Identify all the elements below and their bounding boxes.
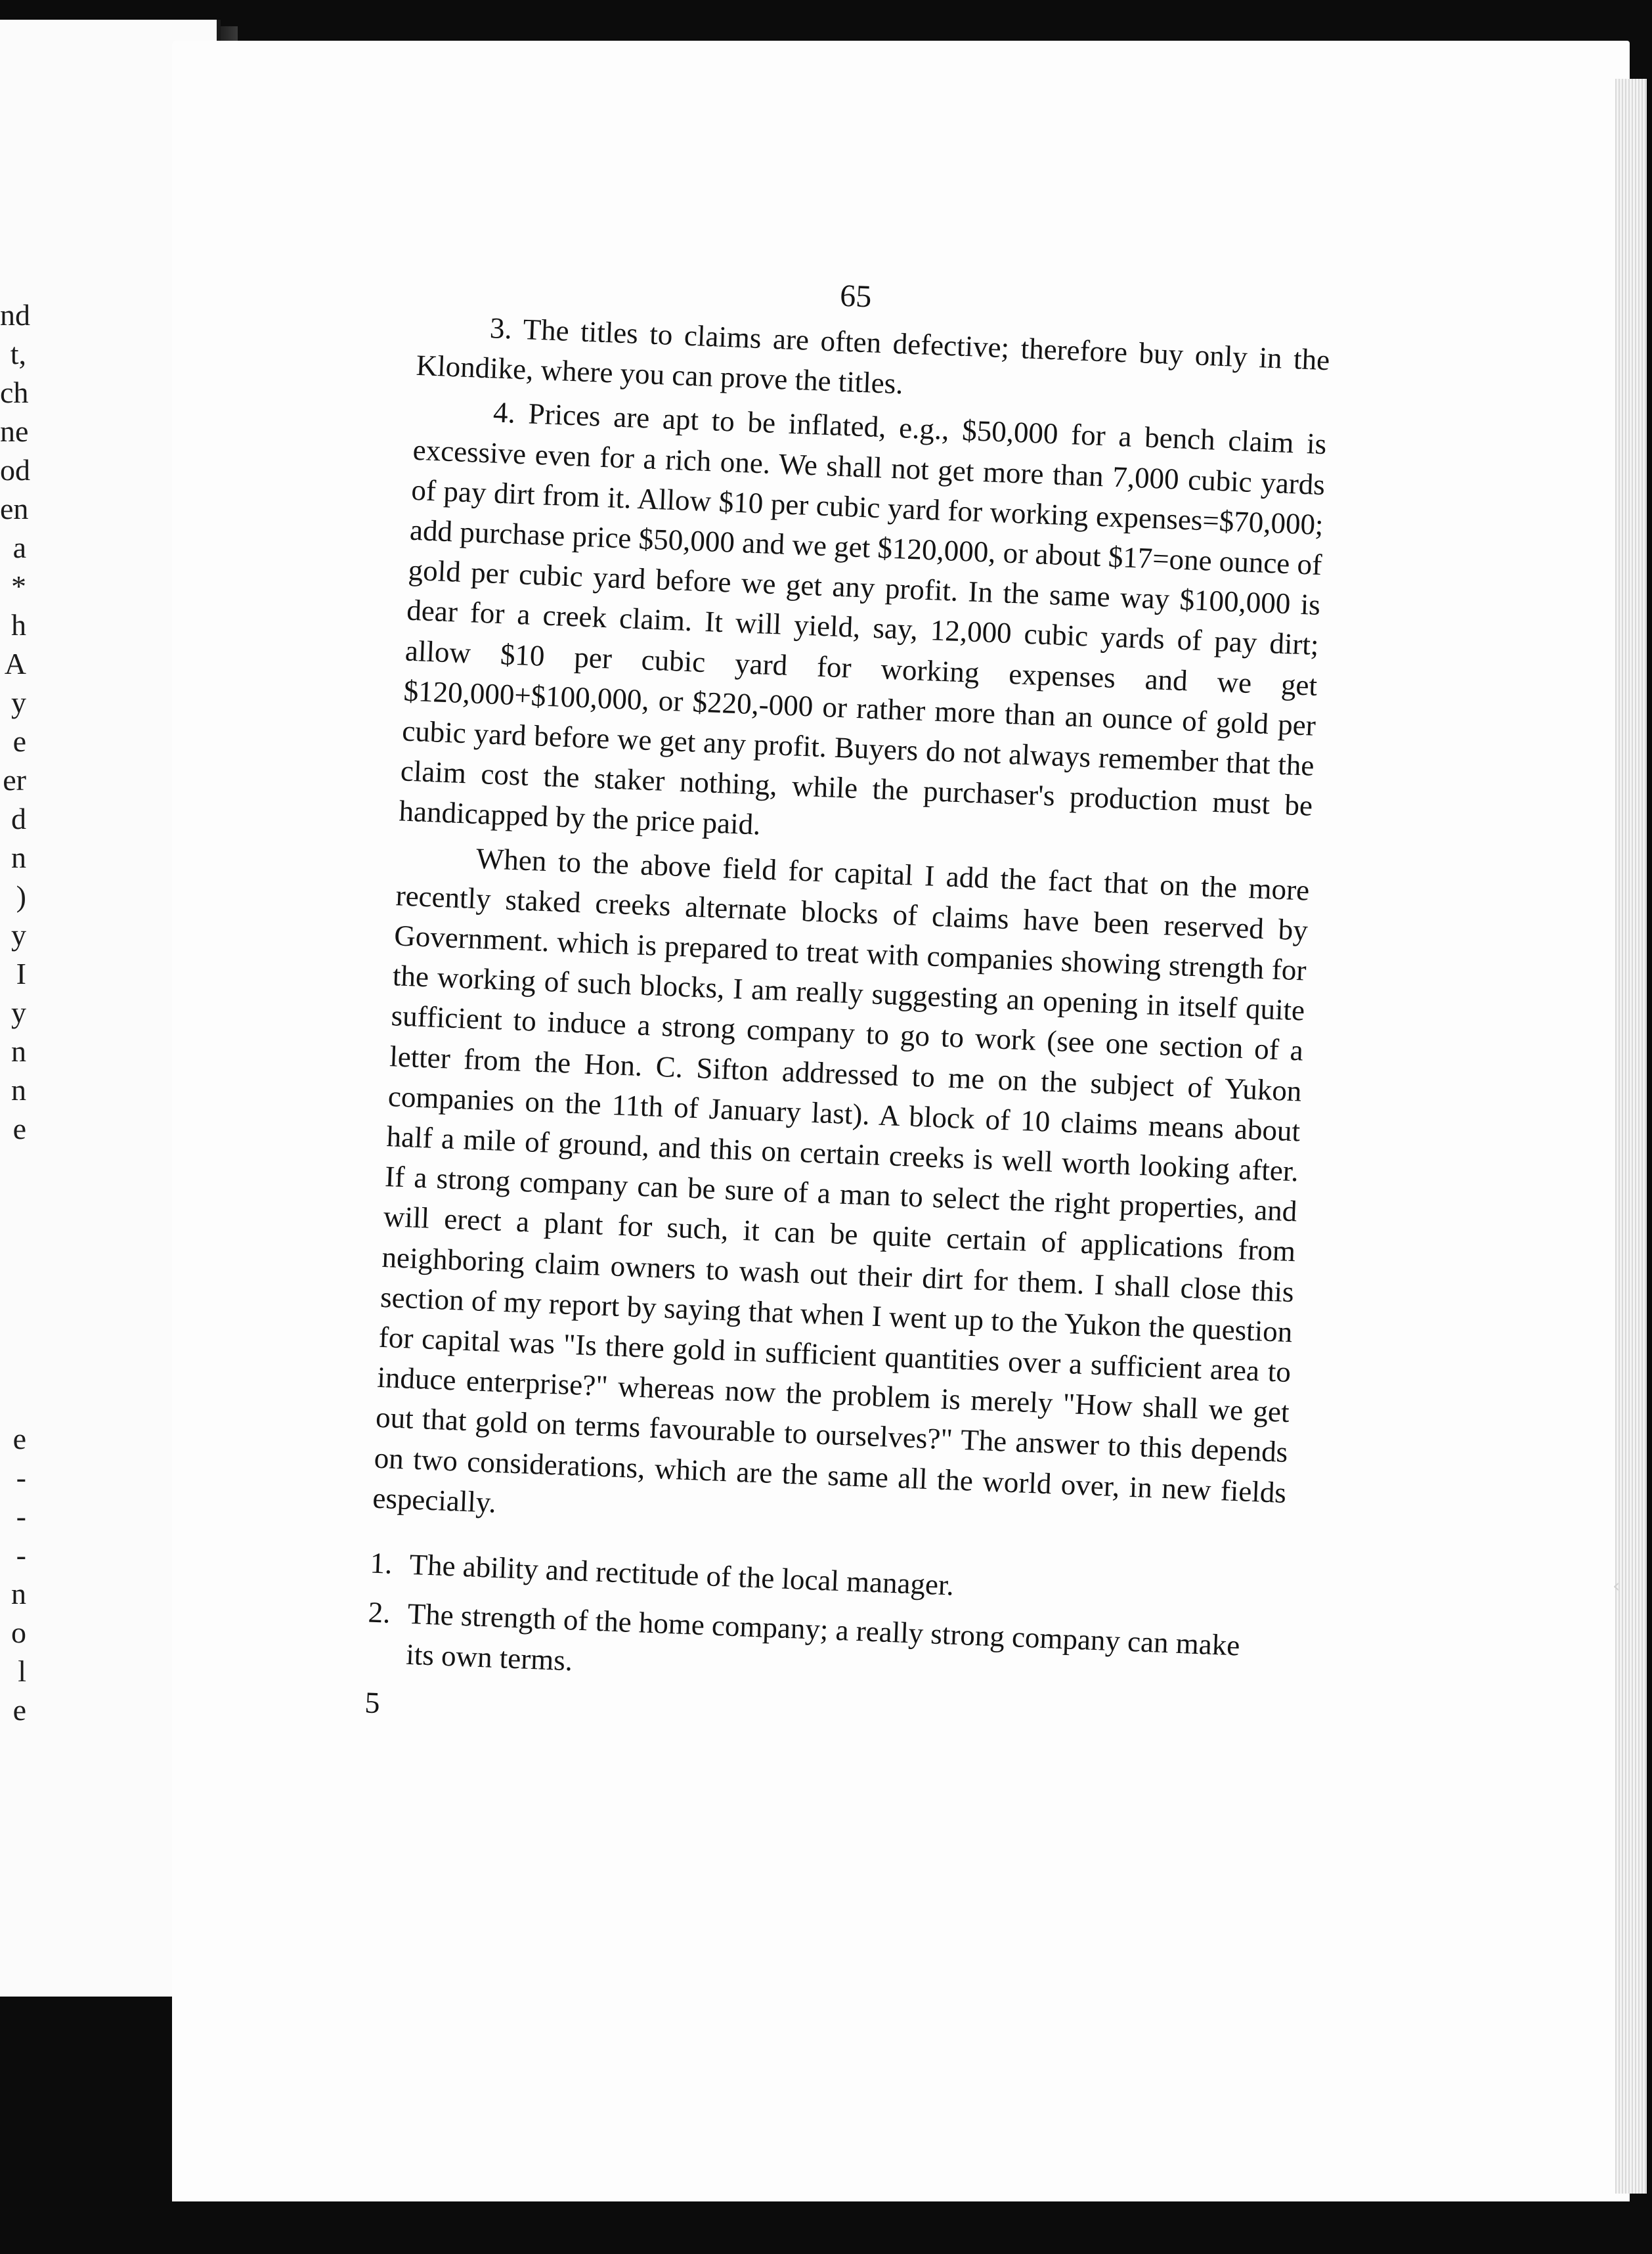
previous-page-fragment (0, 1729, 26, 1768)
previous-page-fragment (0, 1962, 26, 2000)
previous-page-fragment: n (11, 1034, 26, 1068)
previous-page-text-fragments (0, 296, 39, 2039)
previous-page-fragment (0, 1768, 26, 1807)
previous-page-fragment: t, (10, 337, 26, 370)
previous-page-fragment: e (12, 1693, 26, 1727)
previous-page-fragment: a (12, 531, 26, 564)
previous-page-fragment: er (3, 763, 26, 797)
signature-mark: 5 (364, 1685, 381, 1719)
previous-page-fragment: h (11, 608, 26, 642)
previous-page-fragment: * (11, 569, 26, 603)
previous-page-fragment: nd (0, 298, 30, 332)
previous-page-fragment: y (11, 996, 26, 1029)
previous-page-fragment: ) (16, 879, 26, 913)
previous-page-fragment: y (11, 918, 26, 952)
previous-page-fragment: ch (0, 376, 29, 409)
previous-page-fragment (0, 1845, 26, 1884)
previous-page-fragment: y (11, 686, 26, 719)
scan-artifact: ‹ (1613, 1575, 1620, 1597)
previous-page-fragment: od (0, 453, 30, 487)
considerations-list (366, 1543, 1283, 1708)
list-item-number: 1. (369, 1546, 393, 1580)
previous-page-fragment: o (11, 1616, 26, 1649)
previous-page-fragment: d (11, 802, 26, 835)
previous-page-fragment (0, 1807, 26, 1845)
previous-page-fragment (0, 1264, 26, 1303)
previous-page-fragment: - (16, 1461, 26, 1494)
paragraph-item-4: 4. Prices are apt to be inflated, e.g., $50,000 for a bench claim is excessive even for a rich one. We shall not get more than 7,000 cubic yards of pay dirt from it. Allow $10 per cubic yard for working expenses=$70,000; add purchase price $50,000 and we get $120,000, or about $17=one ounce of gold per cubic yard before we get any profit. In the same way $100,000 is dear for a creek claim. It will yield, say, 12,000 cubic yards of pay dirt; allow $10 per cubic yard for working expenses and we get $120,000+$100,000, or $220,-000 or rather more than an ounce of gold per cubic yard before we get any profit. Buyers do not always remember that the claim cost the staker nothing, while the purchaser's production must be handicapped by the price paid. (398, 395, 1328, 841)
list-item-text: The ability and rectitude of the local manager. (408, 1547, 955, 1602)
previous-page-fragment: ne (0, 414, 29, 448)
previous-page-fragment (0, 1884, 26, 1923)
previous-page-fragment: e (12, 1422, 26, 1455)
paragraph-capital-field: When to the above field for capital I add the fact that on the more recently staked creeks alternate blocks of claims have been reserved by Government. which is prepared to treat with companies showing strength for the working of such blocks, I am really suggesting an opening in itself quite sufficient to induce a strong company to go to work (see one section of a letter from the Hon. C. Sifton addressed to me on the subject of Yukon companies on the 11th of January last). A block of 10 claims means about half a mile of ground, and this on certain creeks is well worth looking after. If a strong company can be sure of a man to select the right properties, and will erect a plant for such, it can be quite certain of applications from neighboring claim owners to wash out their dirt for them. I shall close this section of my report by saying that when I went up to the Yukon the question for capital was "Is there gold in sufficient quantities over a sufficient area to induce enterprise?" whereas now the problem is merely "How shall we get out that gold on terms favourable to ourselves?" The answer to this depends on two considerations, which are the same all the world over, in new fields especially. (372, 841, 1311, 1519)
previous-page-fragment: I (16, 957, 26, 990)
previous-page-fragment: - (16, 1538, 26, 1572)
paragraph-item-3: 3. The titles to claims are often defective; therefore buy only in the Klondike, where you can prove the titles. (415, 311, 1331, 401)
previous-page-fragment (0, 2000, 26, 2039)
list-item-text: The strength of the home company; a really strong company can make its own terms. (405, 1597, 1241, 1677)
previous-page-fragment (0, 1923, 26, 1962)
previous-page-fragment (0, 1226, 26, 1264)
page-block-edge (1615, 79, 1647, 2194)
previous-page-fragment (0, 1303, 26, 1342)
previous-page-fragment (0, 1381, 26, 1419)
previous-page-fragment: en (0, 492, 29, 525)
previous-page-fragment: l (18, 1654, 26, 1688)
previous-page-fragment (0, 1342, 26, 1381)
previous-page-fragment: n (11, 1073, 26, 1107)
previous-page-fragment: e (12, 1112, 26, 1145)
previous-page-fragment: A (4, 647, 26, 680)
page-body (353, 259, 1332, 2040)
list-item-number: 2. (367, 1595, 391, 1630)
previous-page-fragment: n (11, 841, 26, 874)
previous-page-fragment: - (16, 1499, 26, 1533)
page-number: 65 (839, 278, 873, 315)
previous-page-fragment: n (11, 1577, 26, 1610)
previous-page-fragment (0, 1187, 26, 1226)
previous-page-fragment: e (12, 724, 26, 758)
previous-page-fragment (0, 1148, 26, 1187)
